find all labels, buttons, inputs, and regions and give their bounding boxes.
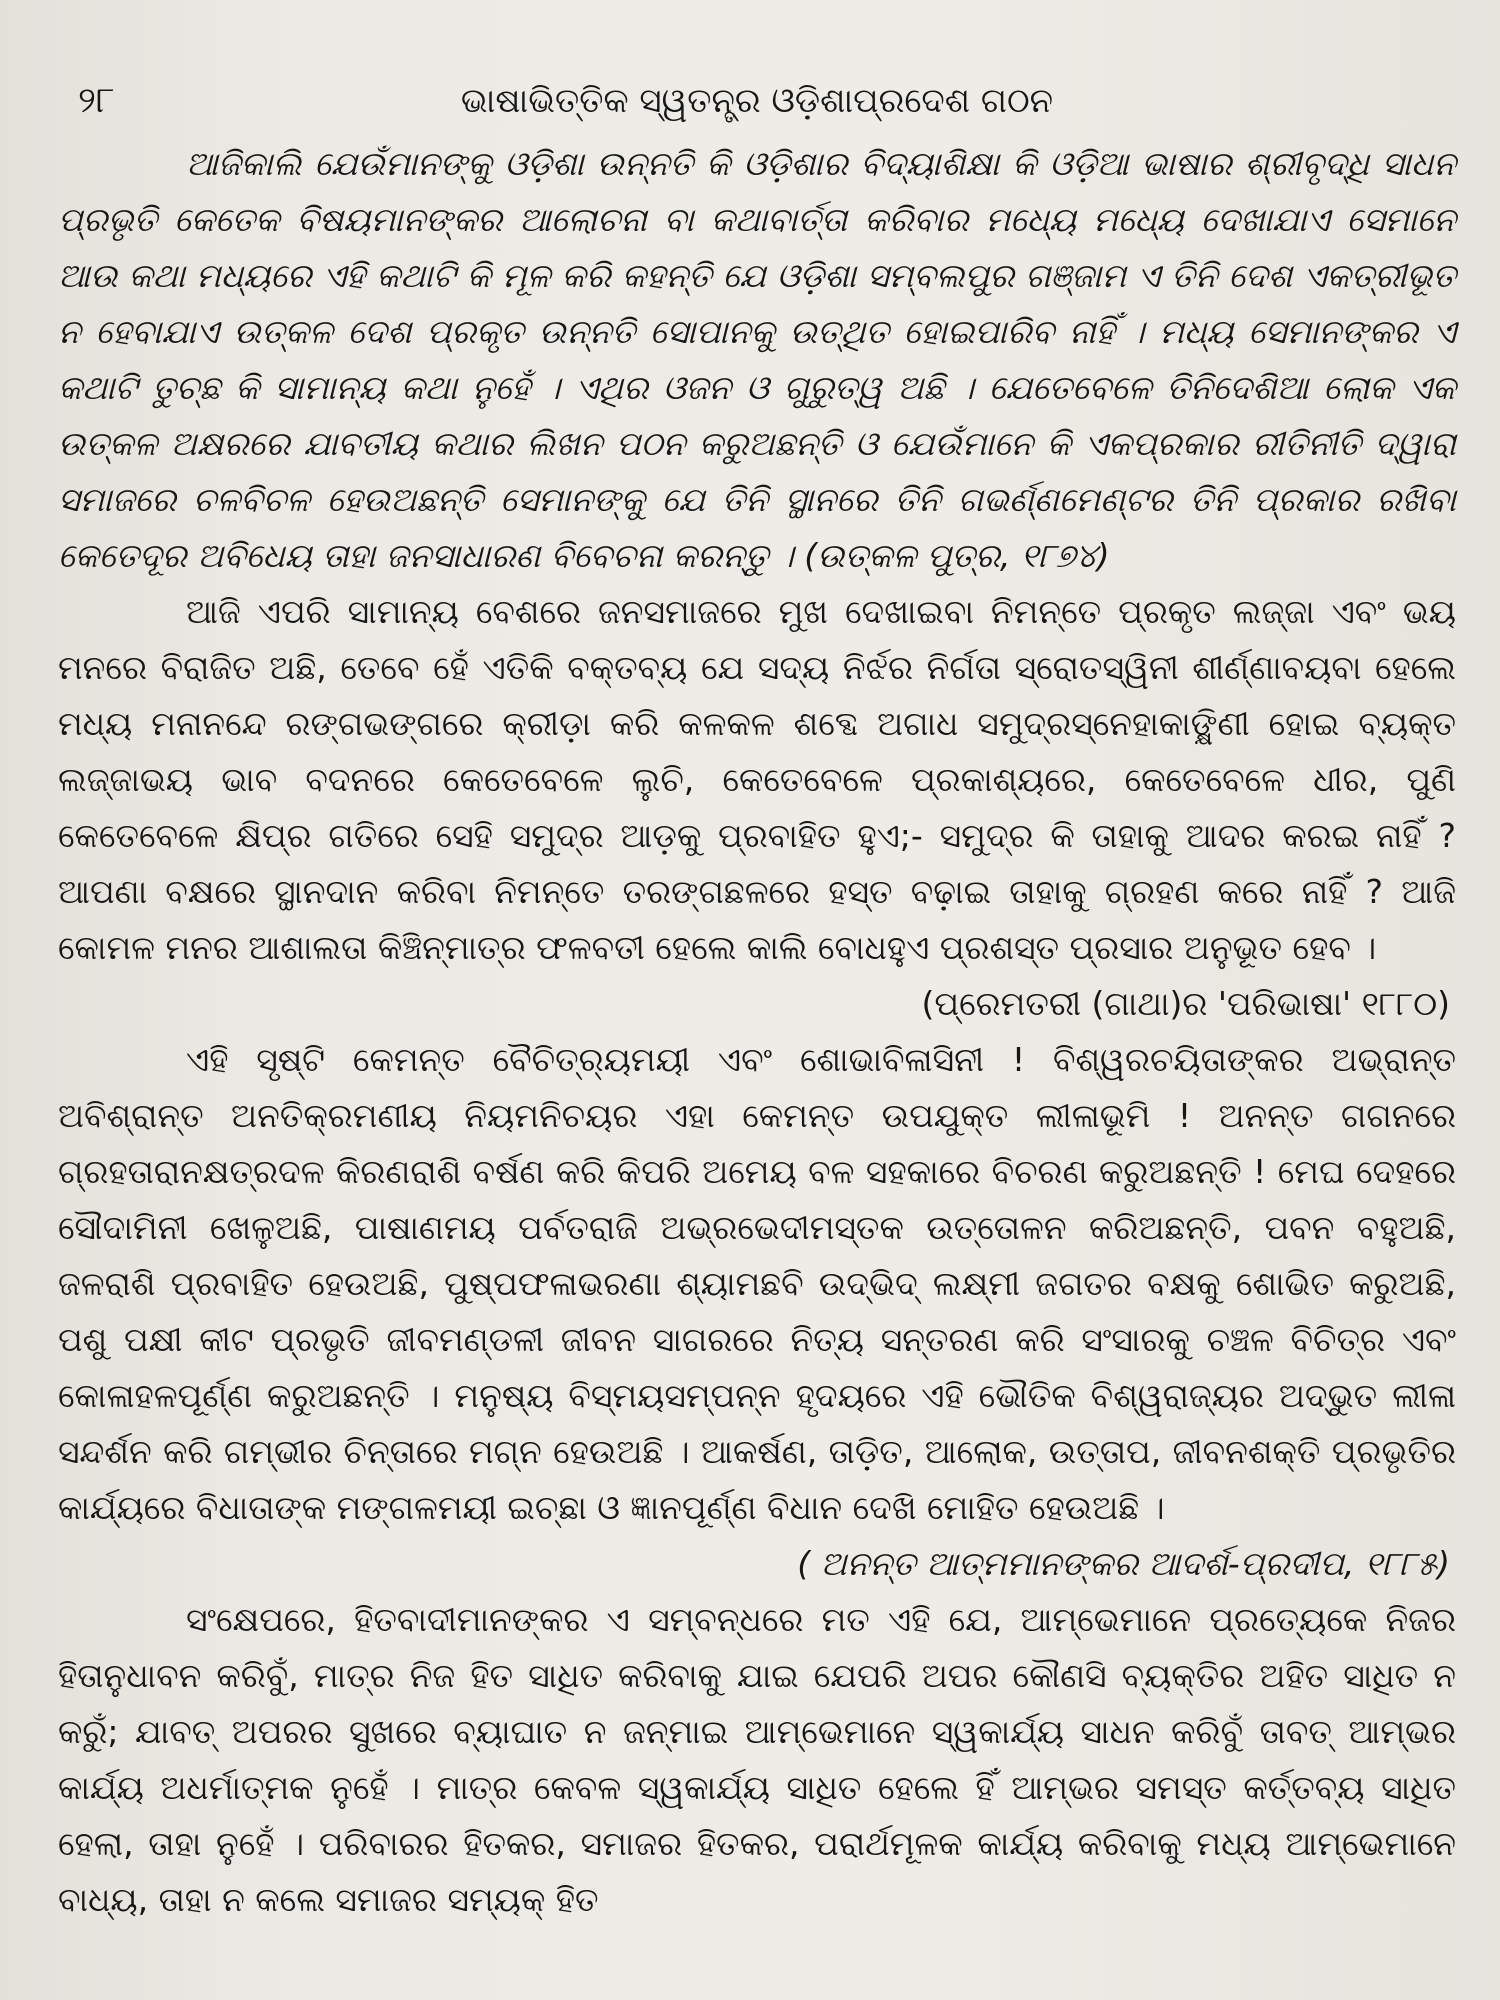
passage-1: ଆଜିକାଲି ଯେଉଁମାନଙ୍କୁ ଓଡ଼ିଶା ଉନ୍ନତି କି ଓଡ଼ିଶାର ବିଦ୍ୟାଶିକ୍ଷା କି ଓଡ଼ିଆ ଭାଷାର ଶ୍ରୀବୃଦ୍ଧି ସାଧନ ପ୍ରଭୃତି କେତେକ ବିଷୟମାନଙ୍କର ଆଲୋଚନା ବା କଥାବାର୍ତ୍ତା କରିବାର ମଧ୍ୟେ ମଧ୍ୟେ ଦେଖାଯାଏ ସେମାନେ ଆଉ କଥା ମଧ୍ୟରେ ଏହି କଥାଟି କି ମୂଳ କରି କହନ୍ତି ଯେ ଓଡ଼ିଶା ସମ୍ବଲପୁର ଗଞ୍ଜାମ ଏ ତିନି ଦେଶ ଏକତ୍ରୀଭୂତ ନ ହେବାଯାଏ ଉତ୍କଳ ଦେଶ ପ୍ରକୃତ ଉନ୍ନତି ସୋପାନକୁ ଉତ୍‌ଥିତ ହୋଇପାରିବ ନାହିଁ । ମଧ୍ୟ ସେମାନଙ୍କର ଏ କଥାଟି ତୁଚ୍ଛ କି ସାମାନ୍ୟ କଥା ନୁହେଁ । ଏଥିର ଓଜନ ଓ ଗୁରୁତ୍ୱ ଅଛି । ଯେତେବେଳେ ତିନିଦେଶିଆ ଲୋକ ଏକ ଉତ୍କଳ ଅକ୍ଷରରେ ଯାବତୀୟ କଥାର ଲିଖନ ପଠନ କରୁଅଛନ୍ତି ଓ ଯେଉଁମାନେ କି ଏକପ୍ରକାର ରୀତିନୀତି ଦ୍ୱାରା ସମାଜରେ ଚଳବିଚଳ ହେଉଅଛନ୍ତି ସେମାନଙ୍କୁ ଯେ ତିନି ସ୍ଥାନରେ ତିନି ଗଭର୍ଣ୍ଣମେଣ୍ଟର ତିନି ପ୍ରକାର ରଖିବା କେତେଦୂର ଅବିଧେୟ ତାହା ଜନସାଧାରଣ ବିବେଚନା କରନ୍ତୁ । (ଉତ୍କଳ ପୁତ୍ର, ୧୮୭୪) bbox=[58, 144, 1456, 575]
passage-4: ସଂକ୍ଷେପରେ, ହିତବାଦୀମାନଙ୍କର ଏ ସମ୍ବନ୍ଧରେ ମତ ଏହି ଯେ, ଆମ୍ଭେମାନେ ପ୍ରତ୍ୟେକେ ନିଜର ହିତାନୁଧାବନ କରିବୁଁ, ମାତ୍ର ନିଜ ହିତ ସାଧିତ କରିବାକୁ ଯାଇ ଯେପରି ଅପର କୌଣସି ବ୍ୟକ୍ତିର ଅହିତ ସାଧିତ ନ କରୁଁ; ଯାବତ୍ ଅପରର ସୁଖରେ ବ୍ୟାଘାତ ନ ଜନ୍ମାଇ ଆମ୍ଭେମାନେ ସ୍ୱକାର୍ଯ୍ୟ ସାଧନ କରିବୁଁ ତାବତ୍ ଆମ୍ଭର କାର୍ଯ୍ୟ ଅଧର୍ମାତ୍ମକ ନୁହେଁ । ମାତ୍ର କେବଳ ସ୍ୱକାର୍ଯ୍ୟ ସାଧିତ ହେଲେ ହିଁ ଆମ୍ଭର ସମସ୍ତ କର୍ତ୍ତବ୍ୟ ସାଧିତ ହେଲା, ତାହା ନୁହେଁ । ପରିବାରର ହିତକର, ସମାଜର ହିତକର, ପରାର୍ଥମୂଳକ କାର୍ଯ୍ୟ କରିବାକୁ ମଧ୍ୟ ଆମ୍ଭେମାନେ ବାଧ୍ୟ, ତାହା ନ କଲେ ସମାଜର ସମ୍ୟକ୍ ହିତ bbox=[58, 1600, 1456, 1919]
page-header bbox=[58, 78, 1456, 128]
page-number: ୨୮ bbox=[78, 80, 115, 121]
running-title: ଭାଷାଭିତ୍ତିକ ସ୍ୱତନ୍ତ୍ର ଓଡ଼ିଶାପ୍ରଦେଶ ଗଠନ bbox=[460, 81, 1054, 121]
passage-3: ଏହି ସୃଷ୍ଟି କେମନ୍ତ ବୈଚିତ୍ର୍ୟମୟୀ ଏବଂ ଶୋଭାବିଳାସିନୀ ! ବିଶ୍ୱରଚୟିତାଙ୍କର ଅଭ୍ରାନ୍ତ ଅବିଶ୍ରାନ୍ତ ଅନତିକ୍ରମଣୀୟ ନିୟମନିଚୟର ଏହା କେମନ୍ତ ଉପଯୁକ୍ତ ଲୀଳାଭୂମି ! ଅନନ୍ତ ଗଗନରେ ଗ୍ରହତାରାନକ୍ଷତ୍ରଦଳ କିରଣରାଶି ବର୍ଷଣ କରି କିପରି ଅମେୟ ବଳ ସହକାରେ ବିଚରଣ କରୁଅଛନ୍ତି ! ମେଘ ଦେହରେ ସୌଦାମିନୀ ଖେଳୁଅଛି, ପାଷାଣମୟ ପର୍ବତରାଜି ଅଭ୍ରଭେଦୀମସ୍ତକ ଉତ୍ତୋଳନ କରିଅଛନ୍ତି, ପବନ ବହୁଅଛି, ଜଳରାଶି ପ୍ରବାହିତ ହେଉଅଛି, ପୁଷ୍ପଫଳାଭରଣା ଶ୍ୟାମଛବି ଉଦ୍‌ଭିଦ୍ ଲକ୍ଷ୍ମୀ ଜଗତର ବକ୍ଷକୁ ଶୋଭିତ କରୁଅଛି, ପଶୁ ପକ୍ଷୀ କୀଟ ପ୍ରଭୃତି ଜୀବମଣ୍ଡଳୀ ଜୀବନ ସାଗରରେ ନିତ୍ୟ ସନ୍ତରଣ କରି ସଂସାରକୁ ଚଞ୍ଚଳ ବିଚିତ୍ର ଏବଂ କୋଳାହଳପୂର୍ଣ୍ଣ କରୁଅଛନ୍ତି । ମନୁଷ୍ୟ ବିସ୍ମୟସମ୍ପନ୍ନ ହୃଦୟରେ ଏହି ଭୌତିକ ବିଶ୍ୱରାଜ୍ୟର ଅଦ୍ଭୁତ ଲୀଳା ସନ୍ଦର୍ଶନ କରି ଗମ୍ଭୀର ଚିନ୍ତାରେ ମଗ୍ନ ହେଉଅଛି । ଆକର୍ଷଣ, ତାଡ଼ିତ, ଆଲୋକ, ଉତ୍ତାପ, ଜୀବନଶକ୍ତି ପ୍ରଭୃତିର କାର୍ଯ୍ୟରେ ବିଧାତାଙ୍କ ମଙ୍ଗଳମୟୀ ଇଚ୍ଛା ଓ ଜ୍ଞାନପୂର୍ଣ୍ଣ ବିଧାନ ଦେଖି ମୋହିତ ହେଉଅଛି । bbox=[58, 1040, 1456, 1527]
passage-2: ଆଜି ଏପରି ସାମାନ୍ୟ ବେଶରେ ଜନସମାଜରେ ମୁଖ ଦେଖାଇବା ନିମନ୍ତେ ପ୍ରକୃତ ଲଜ୍ଜା ଏବଂ ଭୟ ମନରେ ବିରାଜିତ ଅଛି, ତେବେ ହେଁ ଏତିକି ବକ୍ତବ୍ୟ ଯେ ସଦ୍ୟ ନିର୍ଝର ନିର୍ଗତା ସ୍ରୋତସ୍ୱିନୀ ଶୀର୍ଣ୍ଣାବୟବା ହେଲେ ମଧ୍ୟ ମନାନନ୍ଦେ ରଙ୍ଗଭଙ୍ଗରେ କ୍ରୀଡ଼ା କରି କଳକଳ ଶବ୍ଦେ ଅଗାଧ ସମୁଦ୍ରସ୍ନେହାକାଙ୍କ୍ଷିଣୀ ହୋଇ ବ୍ୟକ୍ତ ଲଜ୍ଜାଭୟ ଭାବ ବଦନରେ କେତେବେଳେ ଲୁଚି, କେତେବେଳେ ପ୍ରକାଶ୍ୟରେ, କେତେବେଳେ ଧୀର, ପୁଣି କେତେବେଳେ କ୍ଷିପ୍ର ଗତିରେ ସେହି ସମୁଦ୍ର ଆଡ଼କୁ ପ୍ରବାହିତ ହୁଏ;- ସମୁଦ୍ର କି ତାହାକୁ ଆଦର କରଇ ନାହିଁ ? ଆପଣା ବକ୍ଷରେ ସ୍ଥାନଦାନ କରିବା ନିମନ୍ତେ ତରଙ୍ଗଛଳରେ ହସ୍ତ ବଢ଼ାଇ ତାହାକୁ ଗ୍ରହଣ କରେ ନାହିଁ ? ଆଜି କୋମଳ ମନର ଆଶାଲତା କିଞ୍ଚିନ୍ମାତ୍ର ଫଳବତୀ ହେଲେ କାଲି ବୋଧହୁଏ ପ୍ରଶସ୍ତ ପ୍ରସାର ଅନୁଭୂତ ହେବ । bbox=[58, 592, 1456, 967]
body-text bbox=[58, 136, 1456, 1928]
passage-2-citation: (ପ୍ରେମତରୀ (ଗାଥା)ର 'ପରିଭାଷା' ୧୮୮୦) bbox=[921, 984, 1450, 1023]
passage-3-citation: ( ଅନନ୍ତ ଆତ୍ମମାନଙ୍କର ଆଦର୍ଶ-ପ୍ରଦୀପ, ୧୮୮୫) bbox=[797, 1544, 1450, 1583]
